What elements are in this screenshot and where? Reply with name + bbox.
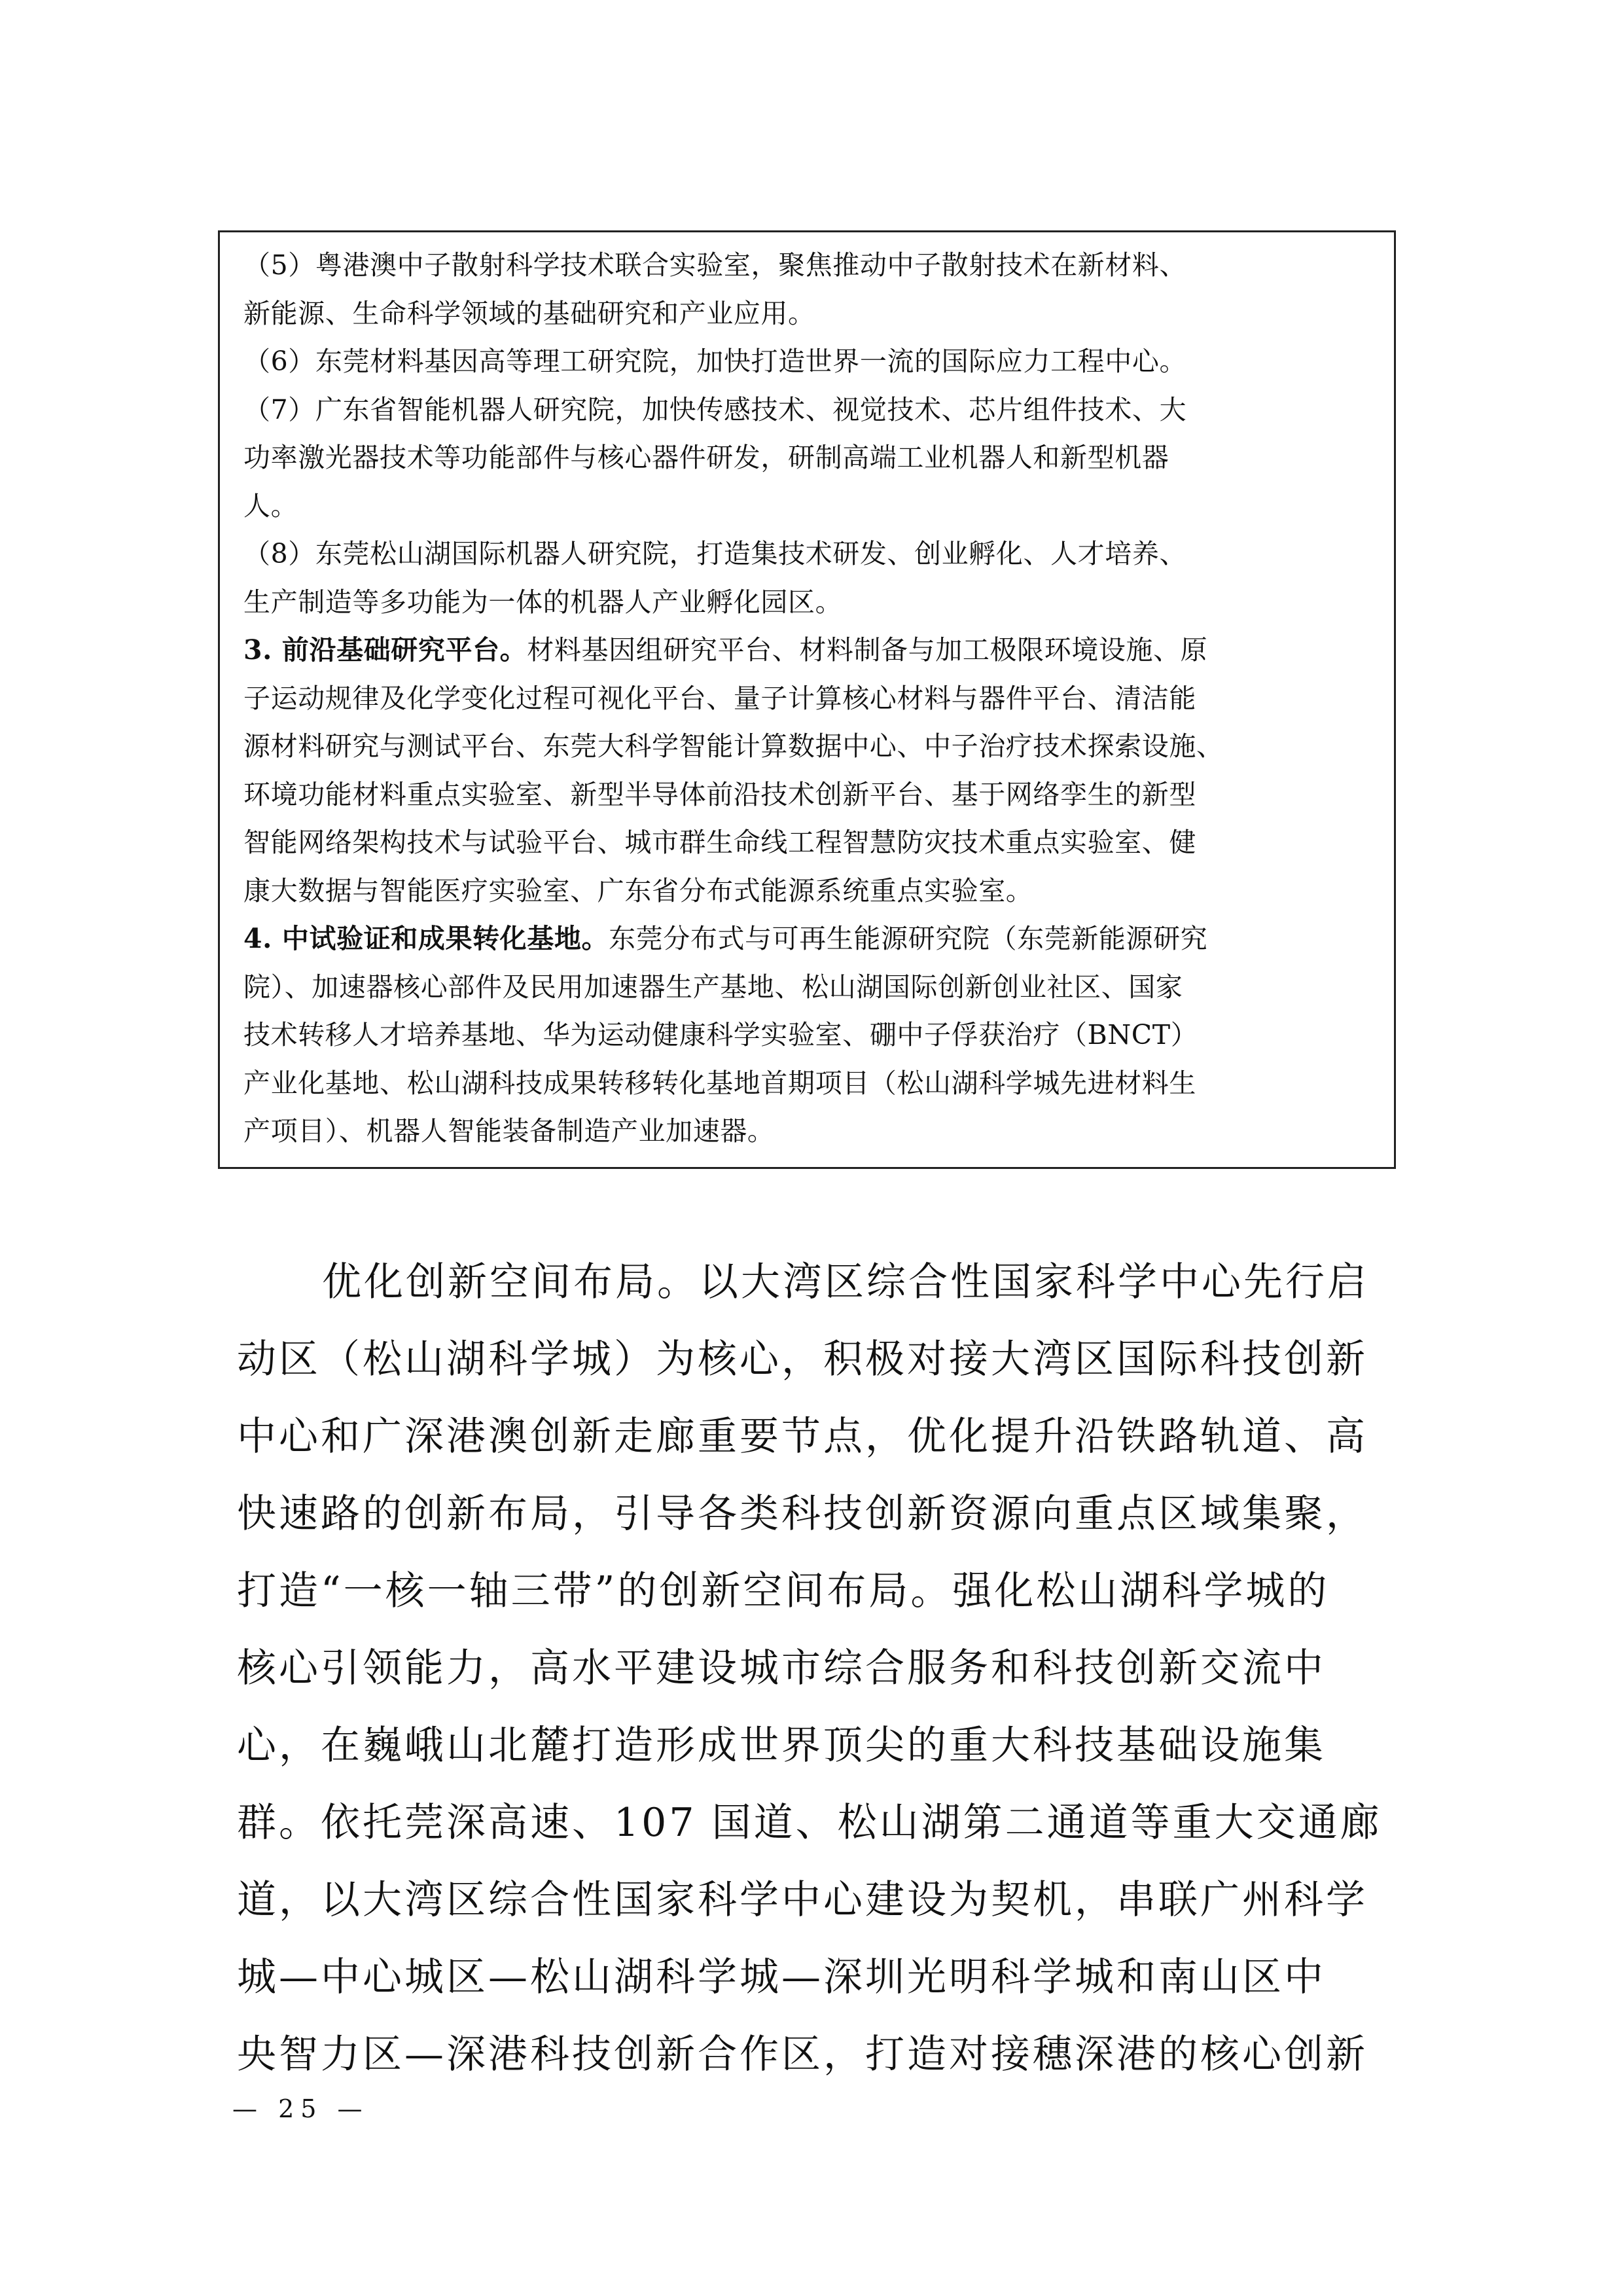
body-line: 心，在巍峨山北麓打造形成世界顶尖的重大科技基础设施集 [237,1723,1326,1768]
box-line: （8）东莞松山湖国际机器人研究院，打造集技术研发、创业孵化、人才培养、 [243,538,1187,569]
box-line: 智能网络架构技术与试验平台、城市群生命线工程智慧防灾技术重点实验室、健 [243,827,1196,858]
box-line: （7）广东省智能机器人研究院，加快传感技术、视觉技术、芯片组件技术、大 [243,393,1187,425]
body-paragraph [237,1244,1395,2093]
body-line: 核心引领能力，高水平建设城市综合服务和科技创新交流中 [237,1645,1326,1691]
body-first-line [237,1244,1395,1321]
box-line: 产业化基地、松山湖科技成果转移转化基地首期项目（松山湖科学城先进材料生 [243,1067,1196,1099]
body-line: 群。依托莞深高速、107 国道、松山湖第二通道等重大交通廊 [237,1800,1382,1846]
section-4-heading: 4. 中试验证和成果转化基地。 [243,923,609,954]
box-line: 子运动规律及化学变化过程可视化平台、量子计算核心材料与器件平台、清洁能 [243,682,1196,714]
body-line: 中心和广深港澳创新走廊重要节点，优化提升沿铁路轨道、高 [237,1414,1368,1460]
section-4-first-line [243,915,1378,963]
box-line: 功率激光器技术等功能部件与核心器件研发，研制高端工业机器人和新型机器 [243,442,1169,473]
box-line: 生产制造等多功能为一体的机器人产业孵化园区。 [243,586,843,618]
body-line: 央智力区—深港科技创新合作区，打造对接穗深港的核心创新 [237,2032,1368,2077]
section-3-heading: 3. 前沿基础研究平台。 [243,634,527,666]
body-line: 快速路的创新布局，引导各类科技创新资源向重点区域集聚， [237,1491,1368,1537]
body-line: 城—中心城区—松山湖科学城—深圳光明科学城和南山区中 [237,1954,1326,2000]
box-line: 环境功能材料重点实验室、新型半导体前沿技术创新平台、基于网络孪生的新型 [243,778,1196,810]
section-3-first-line [243,626,1378,675]
box-line: 新能源、生命科学领域的基础研究和产业应用。 [243,297,815,329]
box-line: 康大数据与智能医疗实验室、广东省分布式能源系统重点实验室。 [243,874,1033,906]
box-line: （6）东莞材料基因高等理工研究院，加快打造世界一流的国际应力工程中心。 [243,346,1187,377]
box-line: 技术转移人才培养基地、华为运动健康科学实验室、硼中子俘获治疗（BNCT） [243,1019,1198,1050]
box-line: 院）、加速器核心部件及民用加速器生产基地、松山湖国际创新创业社区、国家 [243,971,1183,1003]
box-line: 源材料研究与测试平台、东莞大科学智能计算数据中心、中子治疗技术探索设施、 [243,730,1224,762]
body-line: 打造“一核一轴三带”的创新空间布局。强化松山湖科学城的 [237,1568,1330,1614]
body-line: 动区（松山湖科学城）为核心，积极对接大湾区国际科技创新 [237,1336,1368,1382]
box-line: 人。 [243,490,298,522]
body-text: 以大湾区综合性国家科学中心先行启 [699,1259,1369,1305]
page-number: — 25 — [232,2094,369,2123]
paragraph-lead: 优化创新空间布局。 [322,1259,699,1305]
box-line: 产项目）、机器人智能装备制造产业加速器。 [243,1115,775,1147]
section-3-text: 材料基因组研究平台、材料制备与加工极限环境设施、原 [527,634,1208,666]
box-line: （5）粤港澳中子散射科学技术联合实验室，聚焦推动中子散射技术在新材料、 [243,249,1187,281]
section-4-text: 东莞分布式与可再生能源研究院（东莞新能源研究 [609,923,1208,954]
body-line: 道，以大湾区综合性国家科学中心建设为契机，串联广州科学 [237,1877,1368,1923]
info-box [218,230,1396,1169]
